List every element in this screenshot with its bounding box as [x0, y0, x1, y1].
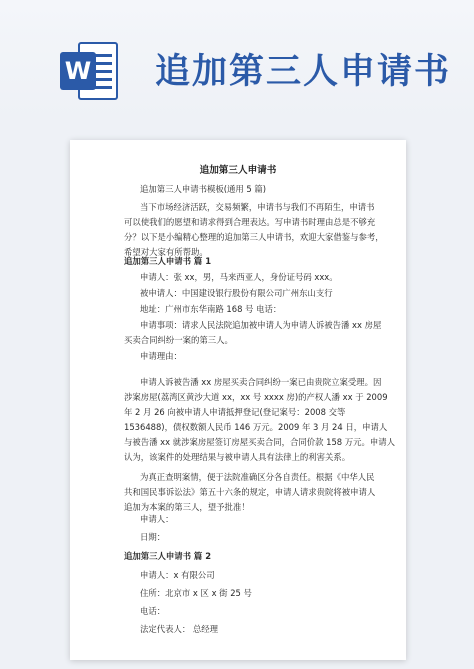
paragraph-line: 认为，该案件的处理结果与被申请人具有法律上的利害关系。 [124, 452, 351, 462]
paragraph-line: 日期： [140, 532, 166, 542]
banner [0, 0, 474, 120]
section-heading: 追加第三人申请书 篇 2 [124, 551, 212, 561]
document-subtitle: 追加第三人申请书模板(通用 5 篇) [140, 184, 267, 194]
paragraph-line: 住所：北京市 x 区 x 街 25 号 [140, 588, 252, 598]
paragraph-line: 涉案房屋(荔湾区黄沙大道 xx，xx 号 xxxx 房)的产权人潘 xx 于 2009 [124, 392, 388, 402]
paragraph-line: 申请人： [140, 514, 174, 524]
word-document-icon [60, 38, 120, 104]
paragraph-line: 申请人：x 有限公司 [140, 570, 215, 580]
section-heading: 追加第三人申请书 篇 1 [124, 256, 212, 266]
paragraph-line: 地址：广州市东华南路 168 号 电话： [140, 304, 282, 314]
paragraph-line: 申请人：张 xx，男，马来西亚人，身份证号码 xxx。 [140, 272, 338, 282]
paragraph-line: 分？以下是小编精心整理的追加第三人申请书，欢迎大家借鉴与参考， [124, 232, 384, 242]
paragraph-line: 当下市场经济活跃，交易频繁，申请书与我们不再陌生，申请书 [140, 202, 375, 212]
paragraph-line: 申请人诉被告潘 xx 房屋买卖合同纠纷一案已由贵院立案受理。因 [140, 377, 382, 387]
paragraph-line: 申请事项：请求人民法院追加被申请人为申请人诉被告潘 xx 房屋 [140, 320, 382, 330]
paragraph-line: 追加为本案的第三人，望予批准！ [124, 502, 250, 512]
paragraph-line: 1536488)，债权数额人民币 146 万元。2009 年 3 月 24 日，申请人 [124, 422, 388, 432]
paragraph-line: 与被告潘 xx 就涉案房屋签订房屋买卖合同，合同价款 158 万元。申请人 [124, 437, 396, 447]
paragraph-line: 可以使我们的愿望和请求得到合理表达。写申请书时理由总是不够充 [124, 217, 376, 227]
document-page [70, 140, 406, 660]
paragraph-line: 申请理由： [140, 351, 182, 361]
paragraph-line: 买卖合同纠纷一案的第三人。 [124, 335, 233, 345]
banner-title: 追加第三人申请书 [155, 52, 452, 92]
document-title: 追加第三人申请书 [199, 165, 277, 176]
paragraph-line: 电话： [140, 606, 166, 616]
paragraph-line: 被申请人：中国建设银行股份有限公司广州东山支行 [140, 288, 333, 298]
paragraph-line: 法定代表人： 总经理 [140, 624, 219, 634]
paragraph-line: 希望对大家有所帮助。 [124, 247, 208, 257]
paragraph-line: 共和国民事诉讼法》第五十六条的规定，申请人请求贵院将被申请人 [124, 487, 376, 497]
word-badge: W [60, 52, 96, 90]
paragraph-line: 为真正查明案情，便于法院准确区分各自责任。根据《中华人民 [140, 472, 375, 482]
paragraph-line: 年 2 月 26 向被申请人申请抵押登记(登记案号：2008 交等 [124, 407, 346, 417]
